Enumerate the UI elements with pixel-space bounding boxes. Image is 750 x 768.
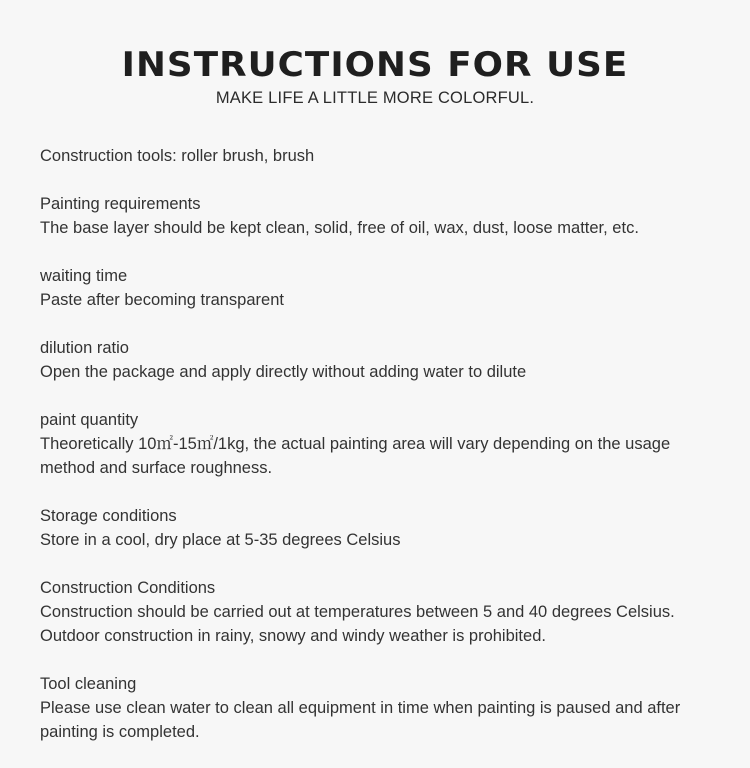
- instructions-content: [40, 144, 730, 768]
- section-body: Paste after becoming transparent: [40, 291, 284, 309]
- section-construction-tools: [40, 144, 730, 168]
- page-title: INSTRUCTIONS FOR USE: [121, 45, 629, 85]
- section-painting-requirements: [40, 192, 730, 240]
- section-body: Store in a cool, dry place at 5-35 degrees Celsius: [40, 531, 401, 549]
- section-heading: Storage conditions: [40, 507, 177, 525]
- section-body: Construction tools: roller brush, brush: [40, 147, 315, 165]
- section-heading: dilution ratio: [40, 339, 129, 357]
- section-storage-conditions: [40, 504, 730, 552]
- section-body: Construction should be carried out at temperatures between 5 and 40 degrees Celsius. Outdoor construction in rainy, snowy and windy weather is prohibited.: [40, 603, 675, 645]
- section-tool-cleaning: [40, 672, 730, 744]
- page-header: [0, 45, 750, 108]
- section-dilution-ratio: [40, 336, 730, 384]
- section-waiting-time: [40, 264, 730, 312]
- section-paint-quantity: [40, 408, 730, 480]
- section-body: Open the package and apply directly without adding water to dilute: [40, 363, 527, 381]
- section-heading: Tool cleaning: [40, 675, 137, 693]
- section-heading: waiting time: [40, 267, 128, 285]
- section-construction-conditions: [40, 576, 730, 648]
- section-body: Please use clean water to clean all equipment in time when painting is paused and after painting is completed.: [40, 699, 681, 741]
- page-subtitle: MAKE LIFE A LITTLE MORE COLORFUL.: [215, 89, 535, 107]
- section-body: The base layer should be kept clean, solid, free of oil, wax, dust, loose matter, etc.: [40, 219, 639, 237]
- section-body: Theoretically 10㎡-15㎡/1kg, the actual painting area will vary depending on the usage method and surface roughness.: [40, 435, 671, 477]
- section-heading: Painting requirements: [40, 195, 201, 213]
- section-heading: paint quantity: [40, 411, 139, 429]
- section-heading: Construction Conditions: [40, 579, 216, 597]
